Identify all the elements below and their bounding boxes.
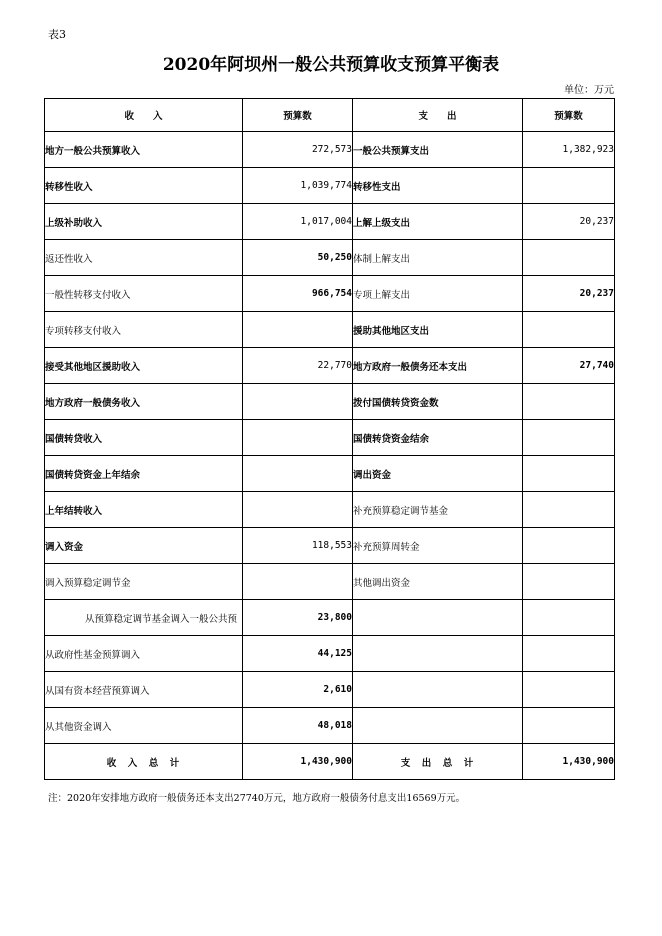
income-item: 国债转贷收入 [45, 420, 243, 456]
income-item: 国债转贷资金上年结余 [45, 456, 243, 492]
income-value [243, 420, 353, 456]
income-item: 从其他资金调入 [45, 708, 243, 744]
income-item: 调入预算稳定调节金 [45, 564, 243, 600]
expense-item: 上解上级支出 [353, 204, 523, 240]
income-value: 22,770 [243, 348, 353, 384]
expense-item: 体制上解支出 [353, 240, 523, 276]
income-value: 118,553 [243, 528, 353, 564]
income-item: 返还性收入 [45, 240, 243, 276]
income-value: 2,610 [243, 672, 353, 708]
table-row [45, 636, 615, 672]
expense-value [523, 600, 615, 636]
income-value [243, 384, 353, 420]
table-row [45, 384, 615, 420]
table-number-label: 表3 [48, 28, 66, 41]
table-row [45, 276, 615, 312]
expense-value [523, 456, 615, 492]
table-row [45, 600, 615, 636]
income-item: 地方一般公共预算收入 [45, 132, 243, 168]
expense-item: 调出资金 [353, 456, 523, 492]
expense-value [523, 312, 615, 348]
expense-value: 20,237 [523, 204, 615, 240]
table-row [45, 528, 615, 564]
expense-column-header: 支 出 [353, 99, 523, 132]
expense-item: 国债转贷资金结余 [353, 420, 523, 456]
income-item: 上级补助收入 [45, 204, 243, 240]
table-row [45, 348, 615, 384]
expense-value [523, 168, 615, 204]
income-total-label: 收 入 总 计 [45, 744, 243, 780]
table-header-row [45, 99, 615, 132]
table-row [45, 492, 615, 528]
table-row [45, 204, 615, 240]
income-value: 1,017,004 [243, 204, 353, 240]
income-item: 一般性转移支付收入 [45, 276, 243, 312]
income-item: 上年结转收入 [45, 492, 243, 528]
income-value: 272,573 [243, 132, 353, 168]
expense-value [523, 492, 615, 528]
unit-label: 单位：万元 [564, 85, 614, 96]
table-row [45, 240, 615, 276]
expense-item: 专项上解支出 [353, 276, 523, 312]
table-row [45, 456, 615, 492]
income-column-header: 收 入 [45, 99, 243, 132]
income-total-value: 1,430,900 [243, 744, 353, 780]
income-item: 从政府性基金预算调入 [45, 636, 243, 672]
expense-item: 一般公共预算支出 [353, 132, 523, 168]
expense-value [523, 636, 615, 672]
expense-value [523, 420, 615, 456]
table-row [45, 312, 615, 348]
expense-item: 补充预算稳定调节基金 [353, 492, 523, 528]
page-title: 2020年阿坝州一般公共预算收支预算平衡表 [162, 55, 500, 75]
expense-value [523, 564, 615, 600]
income-item: 从预算稳定调节基金调入一般公共预 [45, 600, 243, 636]
income-value: 44,125 [243, 636, 353, 672]
income-item: 从国有资本经营预算调入 [45, 672, 243, 708]
income-value: 966,754 [243, 276, 353, 312]
income-budget-column-header: 预算数 [243, 99, 353, 132]
income-value: 23,800 [243, 600, 353, 636]
table-row [45, 672, 615, 708]
table-row [45, 168, 615, 204]
expense-item [353, 636, 523, 672]
expense-item [353, 672, 523, 708]
income-item: 地方政府一般债务收入 [45, 384, 243, 420]
expense-value: 1,382,923 [523, 132, 615, 168]
expense-total-label: 支 出 总 计 [353, 744, 523, 780]
table-row [45, 420, 615, 456]
income-value: 48,018 [243, 708, 353, 744]
income-value [243, 312, 353, 348]
expense-item: 其他调出资金 [353, 564, 523, 600]
table-row [45, 564, 615, 600]
expense-value [523, 708, 615, 744]
expense-value [523, 528, 615, 564]
expense-item: 转移性支出 [353, 168, 523, 204]
expense-value [523, 672, 615, 708]
income-item: 接受其他地区援助收入 [45, 348, 243, 384]
expense-item: 援助其他地区支出 [353, 312, 523, 348]
table-row [45, 132, 615, 168]
income-item: 专项转移支付收入 [45, 312, 243, 348]
income-item: 转移性收入 [45, 168, 243, 204]
income-value [243, 456, 353, 492]
expense-item [353, 708, 523, 744]
expense-budget-column-header: 预算数 [523, 99, 615, 132]
footnote: 注：2020年安排地方政府一般债务还本支出27740万元，地方政府一般债务付息支出16569万元。 [48, 793, 466, 804]
income-value [243, 564, 353, 600]
income-item: 调入资金 [45, 528, 243, 564]
expense-value: 20,237 [523, 276, 615, 312]
income-value: 50,250 [243, 240, 353, 276]
expense-item: 补充预算周转金 [353, 528, 523, 564]
expense-value: 27,740 [523, 348, 615, 384]
expense-item [353, 600, 523, 636]
expense-total-value: 1,430,900 [523, 744, 615, 780]
balance-table [44, 98, 615, 780]
expense-value [523, 384, 615, 420]
expense-item: 拨付国债转贷资金数 [353, 384, 523, 420]
table-row [45, 708, 615, 744]
totals-row [45, 744, 615, 780]
expense-item: 地方政府一般债务还本支出 [353, 348, 523, 384]
expense-value [523, 240, 615, 276]
income-value: 1,039,774 [243, 168, 353, 204]
income-value [243, 492, 353, 528]
